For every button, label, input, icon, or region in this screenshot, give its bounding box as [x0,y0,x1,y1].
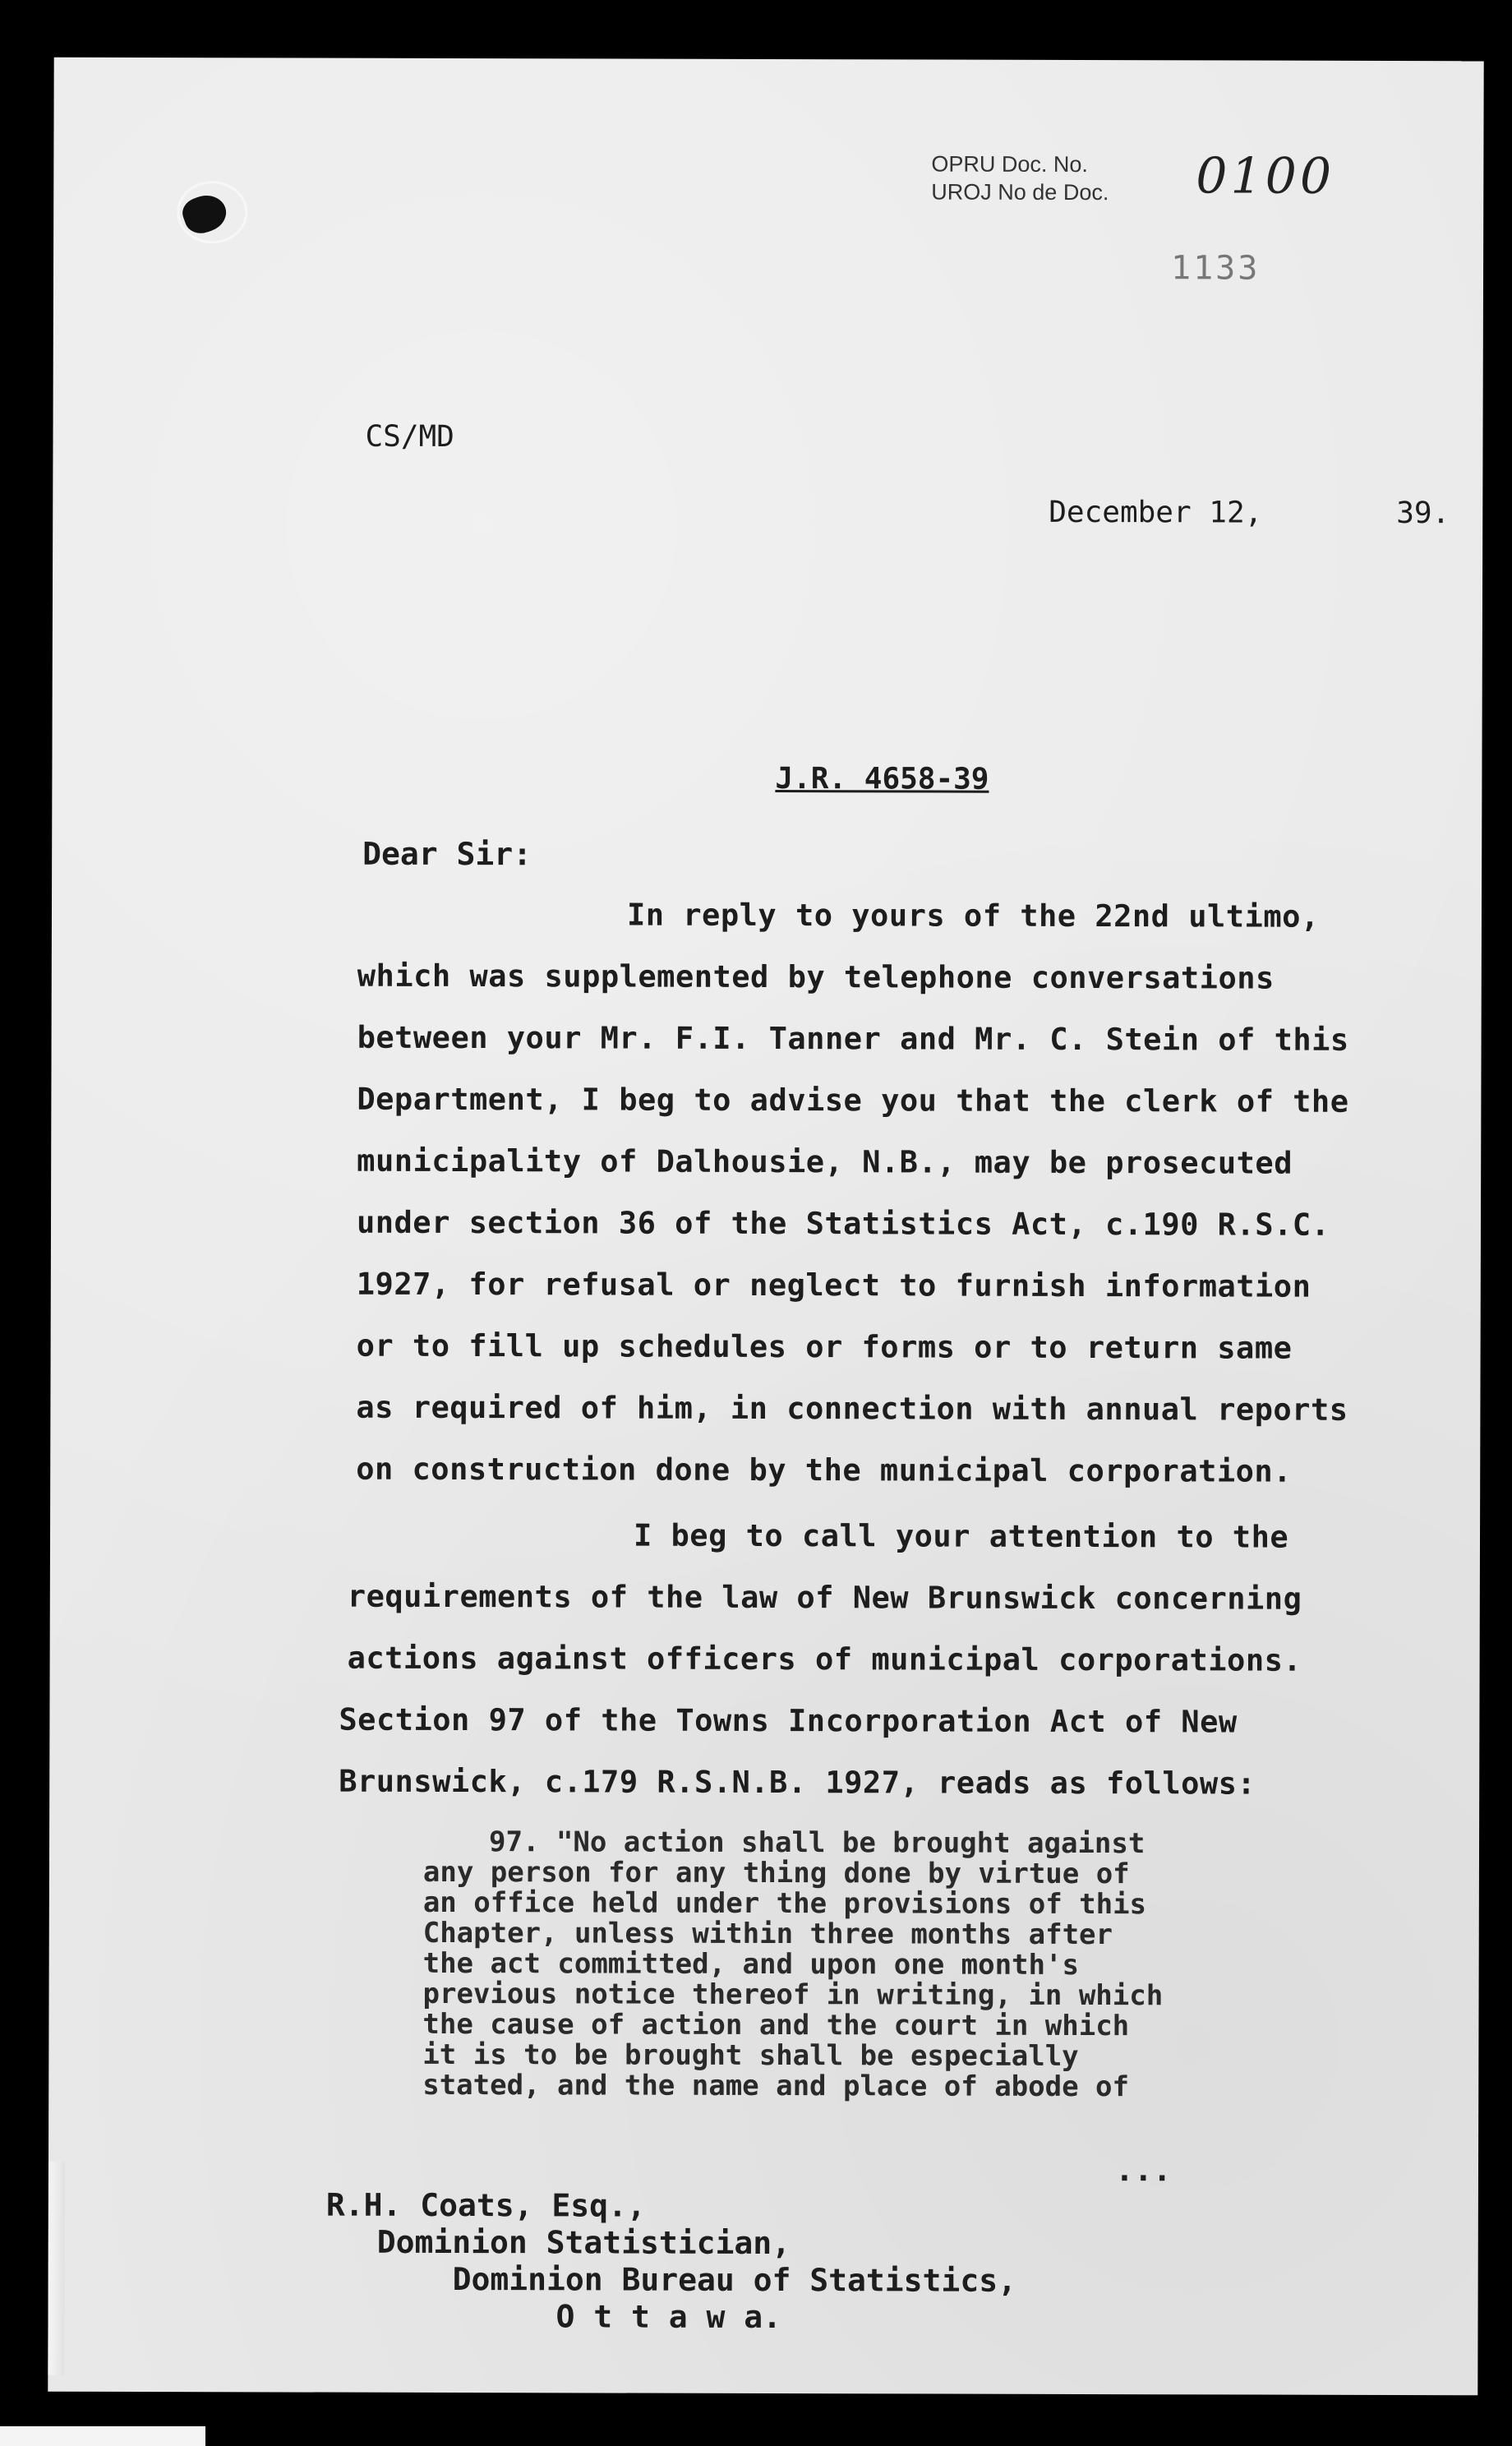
quotation-line: it is to be brought shall be especially [422,2038,1079,2073]
continuation-mark: ... [1114,2152,1172,2189]
addressee-title: Dominion Statistician, [376,2223,791,2262]
stamp-label-french: UROJ No de Doc. [931,179,1109,205]
addressee-name: R.H. Coats, Esq., [325,2186,646,2224]
body-line: requirements of the law of New Brunswick concerning [347,1578,1302,1617]
quotation-line: stated, and the name and place of abode of [422,2068,1130,2104]
body-line: 1927, for refusal or neglect to furnish information [356,1266,1311,1304]
stamp-label-english: OPRU Doc. No. [931,151,1088,178]
body-line: as required of him, in connection with annual reports [356,1389,1348,1428]
film-corner-label [0,2426,205,2446]
body-line: municipality of Dalhousie, N.B., may be prosecuted [357,1142,1293,1181]
file-reference: J.R. 4658-39 [775,762,989,796]
letter-date-year: 39. [1396,496,1450,531]
quotation-line: Chapter, unless within three months after [422,1916,1113,1952]
quotation-line: the cause of action and the court in which [422,2007,1130,2043]
quotation-line: the act committed, and upon one month's [422,1946,1080,1982]
body-line: In reply to yours of the 22nd ultimo, [626,897,1320,935]
page-edge-fold [48,2162,65,2375]
letter-date: December 12, [1049,495,1263,530]
body-line: which was supplemented by telephone conversations [357,958,1275,996]
letter-page [48,58,1483,2396]
addressee-organization: Dominion Bureau of Statistics, [452,2261,1017,2299]
body-line: Section 97 of the Towns Incorporation Act of New [339,1701,1238,1740]
body-line: Department, I beg to advise you that the clerk of the [357,1081,1349,1119]
body-line: or to fill up schedules or forms or to return same [356,1327,1293,1366]
file-number: 1133 [1170,249,1261,288]
quotation-line: any person for any thing done by virtue of [422,1855,1130,1891]
body-line: under section 36 of the Statistics Act, c.190 R.S.C. [356,1204,1330,1243]
quotation-line: 97. "No action shall be brought against [488,1825,1146,1861]
body-line: Brunswick, c.179 R.S.N.B. 1927, reads as follows: [339,1763,1256,1802]
addressee-city: O t t a w a. [555,2298,782,2336]
body-line: actions against officers of municipal corporations. [347,1640,1302,1678]
body-line: between your Mr. F.I. Tanner and Mr. C. Stein of this [357,1019,1349,1058]
salutation: Dear Sir: [362,835,532,873]
quotation-line: previous notice thereof in writing, in which [422,1977,1164,2013]
quotation-line: an office held under the provisions of this [422,1885,1147,1922]
body-line: on construction done by the municipal corporation. [356,1451,1293,1489]
handwritten-doc-number: 0100 [1196,147,1335,205]
reference-initials: CS/MD [365,419,454,455]
body-line: I beg to call your attention to the [633,1517,1289,1555]
